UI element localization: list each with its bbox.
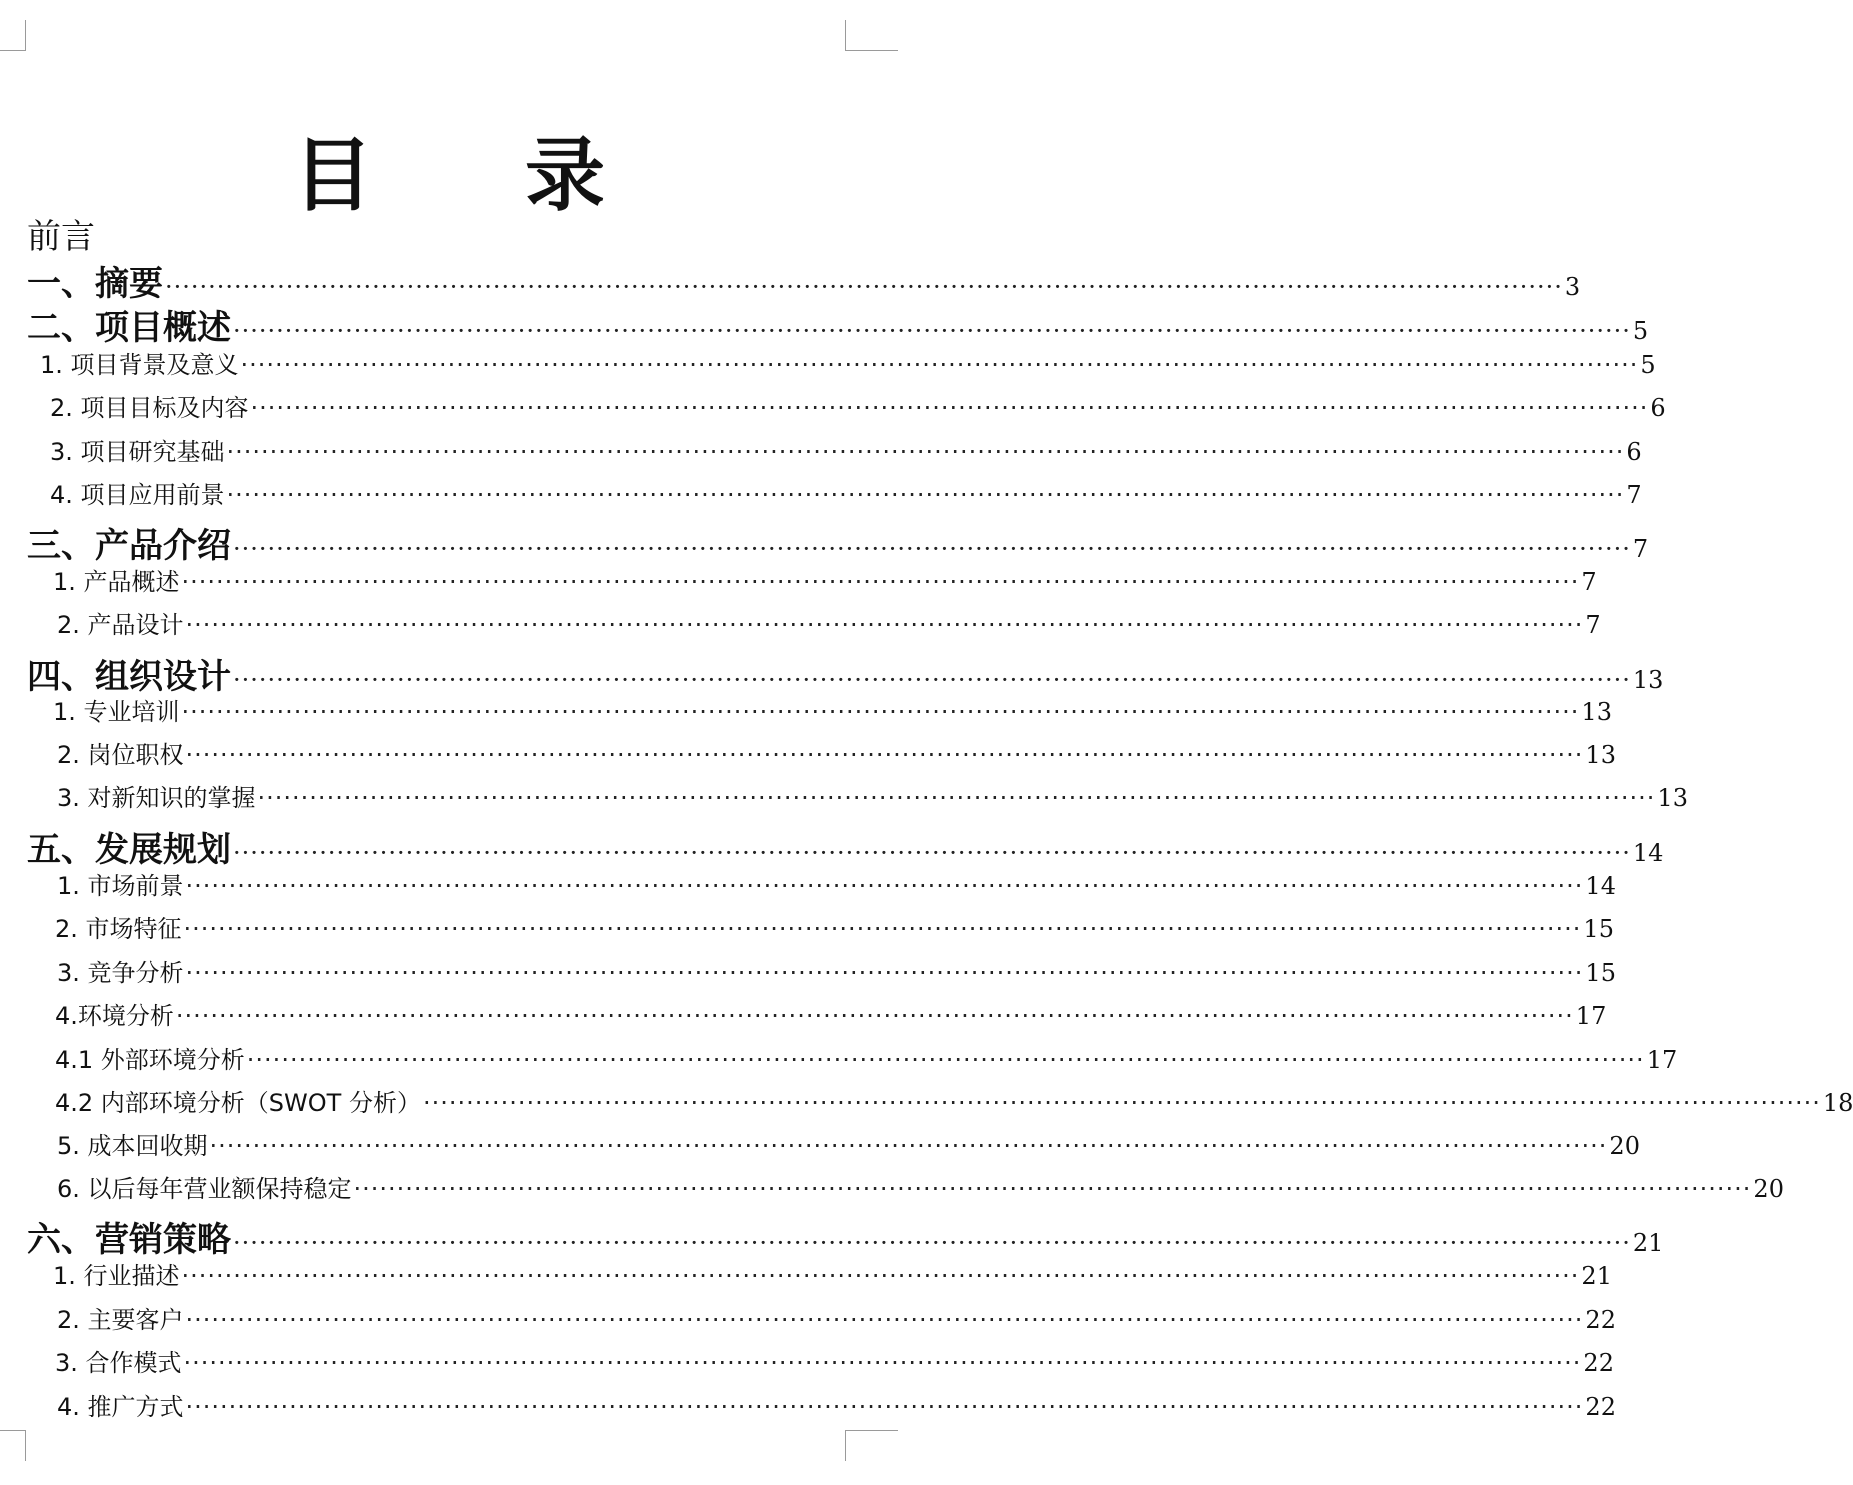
toc-entry-label: 二、项目概述	[27, 308, 231, 348]
toc-entry-label: 三、产品介绍	[27, 526, 231, 566]
toc-entry-label: 2. 岗位职权	[57, 741, 184, 769]
toc-entry[interactable]	[57, 778, 1688, 818]
toc-leader-dots: ··································································································································································	[240, 351, 1639, 379]
toc-leader-dots: ··································································································································································	[185, 1393, 1584, 1421]
toc-entry-label: 4. 项目应用前景	[50, 481, 225, 509]
toc-entry[interactable]	[57, 1169, 1784, 1209]
toc-entry[interactable]	[57, 1126, 1640, 1166]
toc-leader-dots: ··································································································································································	[185, 611, 1584, 639]
toc-entry-page-number: 15	[1583, 915, 1614, 943]
toc-entry[interactable]	[27, 256, 1581, 304]
toc-entry-page-number: 7	[1585, 611, 1601, 639]
toc-entry[interactable]	[55, 1083, 1853, 1123]
toc-leader-dots: ··································································································································································	[183, 1349, 1582, 1377]
toc-entry[interactable]	[27, 300, 1649, 348]
toc-entry-label: 2. 产品设计	[57, 611, 184, 639]
toc-leader-dots: ··································································································································································	[233, 535, 1631, 563]
toc-entry-page-number: 3	[1564, 273, 1581, 301]
toc-entry-label: 1. 产品概述	[53, 568, 180, 596]
toc-entry-label: 4.环境分析	[55, 1002, 174, 1030]
toc-entry[interactable]	[27, 822, 1664, 870]
toc-leader-dots: ··································································································································································	[233, 1229, 1631, 1257]
toc-leader-dots: ··································································································································································	[181, 568, 1580, 596]
page-title: 目 录	[293, 129, 641, 222]
toc-entry-page-number: 15	[1585, 959, 1616, 987]
toc-entry-page-number: 7	[1632, 535, 1649, 563]
toc-entry[interactable]	[27, 1212, 1664, 1260]
toc-leader-dots: ··································································································································································	[250, 394, 1649, 422]
toc-leader-dots: ··································································································································································	[181, 1262, 1580, 1290]
toc-entry-page-number: 7	[1581, 568, 1597, 596]
toc-entry-label: 4. 推广方式	[57, 1393, 184, 1421]
toc-leader-dots: ··································································································································································	[226, 481, 1625, 509]
toc-entry[interactable]	[53, 562, 1597, 602]
toc-entry[interactable]	[55, 1040, 1678, 1080]
toc-leader-dots: ··································································································································································	[209, 1132, 1608, 1160]
toc-leader-dots: ··································································································································································	[246, 1046, 1645, 1074]
toc-leader-dots: ··································································································································································	[233, 839, 1631, 867]
toc-entry-label: 1. 项目背景及意义	[40, 351, 239, 379]
toc-entry[interactable]	[53, 692, 1612, 732]
toc-entry-label: 3. 竞争分析	[57, 959, 184, 987]
toc-entry-page-number: 13	[1657, 784, 1688, 812]
toc-entry[interactable]	[53, 1256, 1612, 1296]
toc-entry-label: 4.2 内部环境分析（SWOT 分析）	[55, 1089, 421, 1117]
toc-entry-label: 2. 市场特征	[55, 915, 182, 943]
toc-leader-dots: ··································································································································································	[181, 698, 1580, 726]
toc-entry-label: 3. 对新知识的掌握	[57, 784, 256, 812]
toc-entry[interactable]	[40, 345, 1656, 385]
toc-entry[interactable]	[57, 605, 1601, 645]
toc-entry-page-number: 22	[1583, 1349, 1614, 1377]
toc-entry-page-number: 17	[1575, 1002, 1607, 1030]
toc-leader-dots: ··································································································································································	[175, 1002, 1574, 1030]
crop-mark-top-right	[845, 20, 898, 51]
toc-entry-label: 一、摘要	[27, 264, 163, 304]
toc-entry-page-number: 20	[1609, 1132, 1640, 1160]
toc-entry[interactable]	[55, 996, 1607, 1036]
toc-entry-page-number: 13	[1585, 741, 1616, 769]
toc-entry-label: 1. 行业描述	[53, 1262, 180, 1290]
toc-entry-page-number: 14	[1632, 839, 1664, 867]
toc-entry[interactable]	[57, 866, 1616, 906]
toc-entry-label: 1. 专业培训	[53, 698, 180, 726]
toc-leader-dots: ··································································································································································	[165, 273, 1563, 301]
toc-entry-page-number: 6	[1650, 394, 1666, 422]
toc-entry-page-number: 5	[1632, 317, 1649, 345]
crop-mark-top-left	[0, 20, 26, 51]
toc-entry[interactable]	[57, 1387, 1616, 1427]
toc-leader-dots: ··································································································································································	[183, 915, 1582, 943]
toc-entry-label: 2. 主要客户	[57, 1306, 184, 1334]
toc-preface: 前言	[27, 217, 95, 257]
toc-leader-dots: ··································································································································································	[185, 872, 1584, 900]
crop-mark-bottom-left	[0, 1430, 26, 1461]
toc-leader-dots: ··································································································································································	[422, 1089, 1821, 1117]
toc-leader-dots: ··································································································································································	[185, 959, 1584, 987]
toc-leader-dots: ··································································································································································	[233, 666, 1631, 694]
toc-entry-page-number: 17	[1646, 1046, 1678, 1074]
toc-entry-label: 六、营销策略	[27, 1220, 231, 1260]
toc-entry-page-number: 18	[1822, 1089, 1853, 1117]
toc-entry[interactable]	[55, 1343, 1614, 1383]
toc-entry[interactable]	[50, 475, 1642, 515]
toc-leader-dots: ··································································································································································	[257, 784, 1656, 812]
toc-entry-label: 6. 以后每年营业额保持稳定	[57, 1175, 352, 1203]
toc-entry-label: 4.1 外部环境分析	[55, 1046, 245, 1074]
toc-entry-page-number: 7	[1626, 481, 1642, 509]
toc-entry[interactable]	[55, 909, 1614, 949]
toc-entry-page-number: 21	[1581, 1262, 1612, 1290]
toc-entry-page-number: 13	[1581, 698, 1612, 726]
toc-leader-dots: ··································································································································································	[226, 438, 1625, 466]
toc-entry[interactable]	[27, 518, 1649, 566]
toc-entry-page-number: 14	[1585, 872, 1616, 900]
toc-entry-page-number: 22	[1585, 1393, 1616, 1421]
toc-entry[interactable]	[57, 735, 1616, 775]
toc-entry-label: 四、组织设计	[27, 657, 231, 697]
toc-leader-dots: ··································································································································································	[233, 317, 1631, 345]
toc-entry-label: 5. 成本回收期	[57, 1132, 208, 1160]
toc-entry-label: 1. 市场前景	[57, 872, 184, 900]
toc-entry-page-number: 5	[1640, 351, 1656, 379]
toc-entry[interactable]	[57, 953, 1616, 993]
toc-entry-page-number: 22	[1585, 1306, 1616, 1334]
toc-leader-dots: ··································································································································································	[185, 1306, 1584, 1334]
toc-leader-dots: ··································································································································································	[353, 1175, 1752, 1203]
toc-entry-page-number: 13	[1632, 666, 1664, 694]
toc-entry-label: 3. 合作模式	[55, 1349, 182, 1377]
toc-entry[interactable]	[27, 649, 1664, 697]
toc-entry-label: 五、发展规划	[27, 830, 231, 870]
toc-entry-page-number: 21	[1632, 1229, 1664, 1257]
crop-mark-bottom-right	[845, 1430, 898, 1461]
toc-entry[interactable]	[57, 1300, 1616, 1340]
toc-entry-page-number: 20	[1753, 1175, 1784, 1203]
toc-entry-label: 2. 项目目标及内容	[50, 394, 249, 422]
toc-entry-page-number: 6	[1626, 438, 1642, 466]
toc-entry[interactable]	[50, 432, 1642, 472]
toc-entry-label: 3. 项目研究基础	[50, 438, 225, 466]
toc-entry[interactable]	[50, 388, 1666, 428]
toc-leader-dots: ··································································································································································	[185, 741, 1584, 769]
